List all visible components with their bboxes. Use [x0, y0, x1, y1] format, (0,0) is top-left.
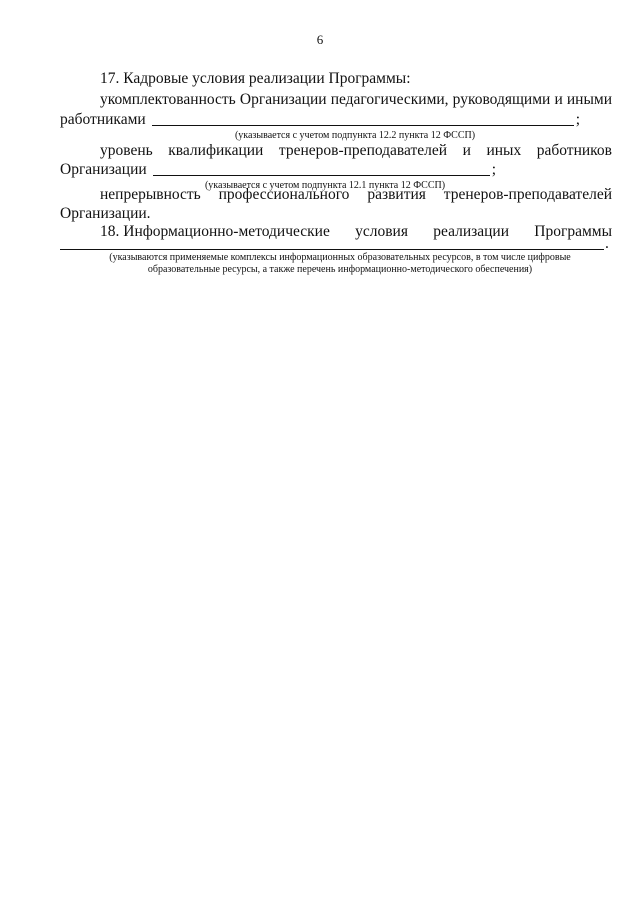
word: укомплектованность: [100, 91, 236, 108]
info-blank-field[interactable]: [60, 249, 604, 250]
qualification-blank-field[interactable]: [153, 175, 490, 176]
word: Организации: [239, 91, 327, 108]
word: профессионального: [218, 186, 350, 203]
staffing-line-2: [60, 111, 580, 129]
word: и: [554, 91, 563, 108]
word: Программы: [534, 223, 612, 240]
word: развития: [367, 186, 426, 203]
qualification-end: ;: [491, 161, 496, 178]
word: педагогическими,: [330, 91, 449, 108]
qualification-line-2: [60, 161, 496, 179]
word: руководящими: [452, 91, 551, 108]
word: реализации: [433, 223, 510, 240]
word: иными: [566, 91, 612, 108]
word: уровень: [100, 142, 153, 159]
word: условия: [355, 223, 408, 240]
word: тренеров-преподавателей: [443, 186, 612, 203]
qualification-line-1: [100, 142, 612, 160]
word: иных: [486, 142, 522, 159]
staffing-line-1: [100, 91, 612, 109]
info-line-end: .: [605, 235, 609, 252]
word: работников: [536, 142, 612, 159]
qualification-hint: (указывается с учетом подпункта 12.1 пункта 12 ФССП): [204, 180, 446, 191]
info-hint: [60, 252, 620, 276]
staffing-blank-field[interactable]: [152, 125, 574, 126]
development-line-1: [100, 186, 612, 204]
section-18-heading: [100, 223, 612, 241]
word: тренеров-преподавателей: [278, 142, 448, 159]
word: 18. Информационно-методические: [100, 223, 330, 240]
section-17-heading: 17. Кадровые условия реализации Программы:: [100, 70, 411, 87]
word: непрерывность: [100, 186, 201, 203]
qualification-label: Организации: [60, 161, 147, 178]
info-hint-line-2: образовательные ресурсы, а также перечень информационно-методического обеспечения): [147, 264, 533, 275]
info-hint-line-1: (указываются применяемые комплексы информационных образовательных ресурсов, в том числе цифровые: [109, 252, 571, 263]
page-number: 6: [316, 32, 324, 47]
staffing-end: ;: [575, 111, 580, 128]
development-line-2: Организации.: [60, 205, 151, 222]
staffing-hint: (указывается с учетом подпункта 12.2 пункта 12 ФССП): [234, 130, 476, 141]
word: и: [462, 142, 471, 159]
word: квалификации: [168, 142, 264, 159]
staffing-label: работниками: [60, 111, 146, 128]
